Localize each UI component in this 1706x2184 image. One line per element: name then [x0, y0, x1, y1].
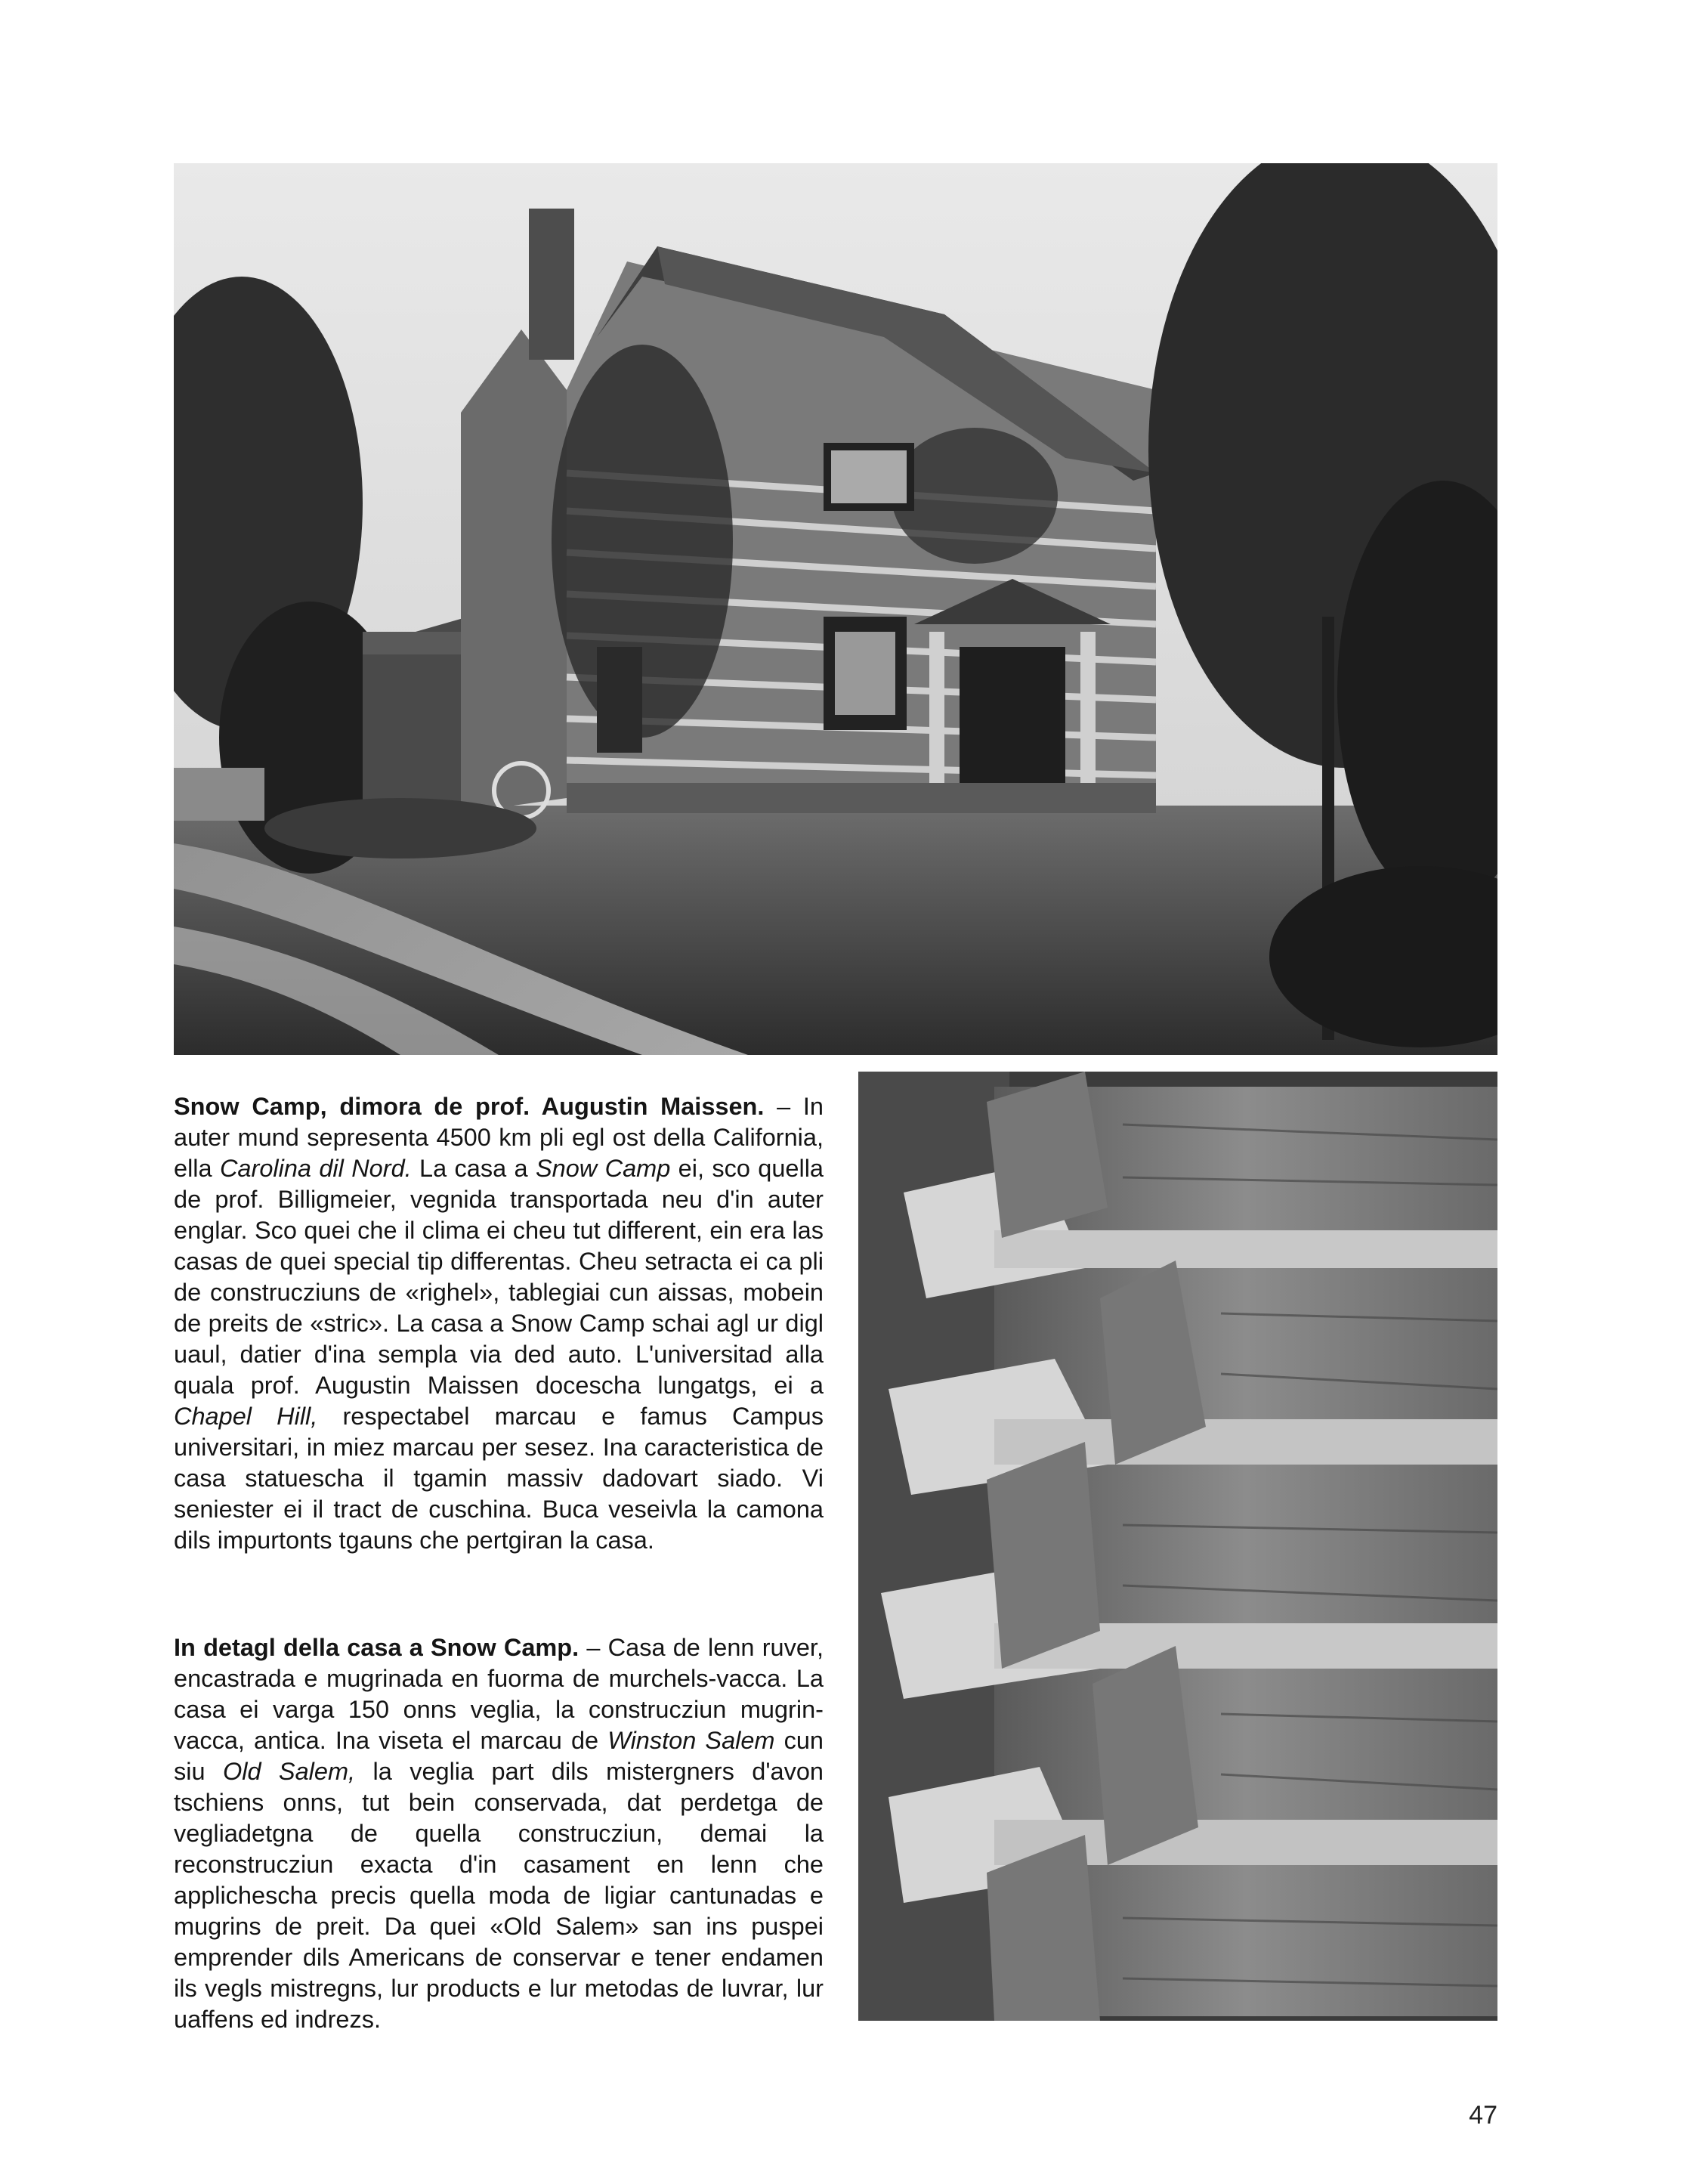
photo-corner-detail [858, 1072, 1497, 2021]
caption-run: – Casa de lenn ruver, encastrada e mugrinada en fuorma de murchels-vacca. La casa ei varga 150 onns veglia, la construcziun mugrin-vacca, antica. Ina viseta el marcau de [174, 1634, 824, 1754]
page-number: 47 [1469, 2101, 1497, 2130]
corner-detail-illustration [858, 1072, 1497, 2021]
caption-run: – In auter mund sepresenta 4500 km pli egl ost della California, ella [174, 1093, 824, 1182]
caption-run: La casa a [411, 1155, 536, 1182]
caption-run: Winston Salem [607, 1727, 775, 1754]
house-illustration [174, 163, 1497, 1055]
photo-house [174, 163, 1497, 1055]
caption-run: Snow Camp, dimora de prof. Augustin Maissen. [174, 1093, 765, 1120]
caption-run: Chapel Hill, [174, 1403, 318, 1430]
caption-run: In detagl della casa a Snow Camp. [174, 1634, 579, 1661]
caption-run: Old Salem, [222, 1758, 356, 1785]
caption-run: la veglia part dils mistergners d'avon tschiens onns, tut bein conservada, dat perdetga de vegliadetgna de quella construcziun, demai la reconstrucziun exacta d'in casament en lenn che applichescha precis quella moda de ligiar cantunadas e mugrins de preit. Da quei «Old Salem» san ins puspei emprender dils Americans de conservar e tener endamen ils vegls mistregns, lur products e lur metodas de luvrar, lur uaffens ed indrezs. [174, 1758, 824, 2033]
caption-house [174, 1091, 824, 1556]
caption-run: ei, sco quella de prof. Billigmeier, vegnida transportada neu d'in auter englar. Sco quei che il clima ei cheu tut different, ein era las casas de quei special tip differentas. Cheu setracta ei ca pli de construcziuns de «righel», tablegiai cun aissas, mobein de preits de «stric». La casa a Snow Camp schai agl ur digl uaul, datier d'ina sempla via ded auto. L'universitad alla quala prof. Augustin Maissen docescha lungatgs, ei a [174, 1155, 824, 1399]
caption-run: Snow Camp [535, 1155, 671, 1182]
caption-run: respectabel marcau e famus Campus universitari, in miez marcau per sesez. Ina caracteristica de casa statuescha il tgamin massiv dadovart siado. Vi seniester ei il tract de cuschina. Buca veseivla la camona dils impurtonts tgauns che pertgiran la casa. [174, 1403, 824, 1554]
caption-detail [174, 1632, 824, 2035]
caption-run: cun siu [174, 1727, 824, 1785]
caption-run: Carolina dil Nord. [219, 1155, 412, 1182]
